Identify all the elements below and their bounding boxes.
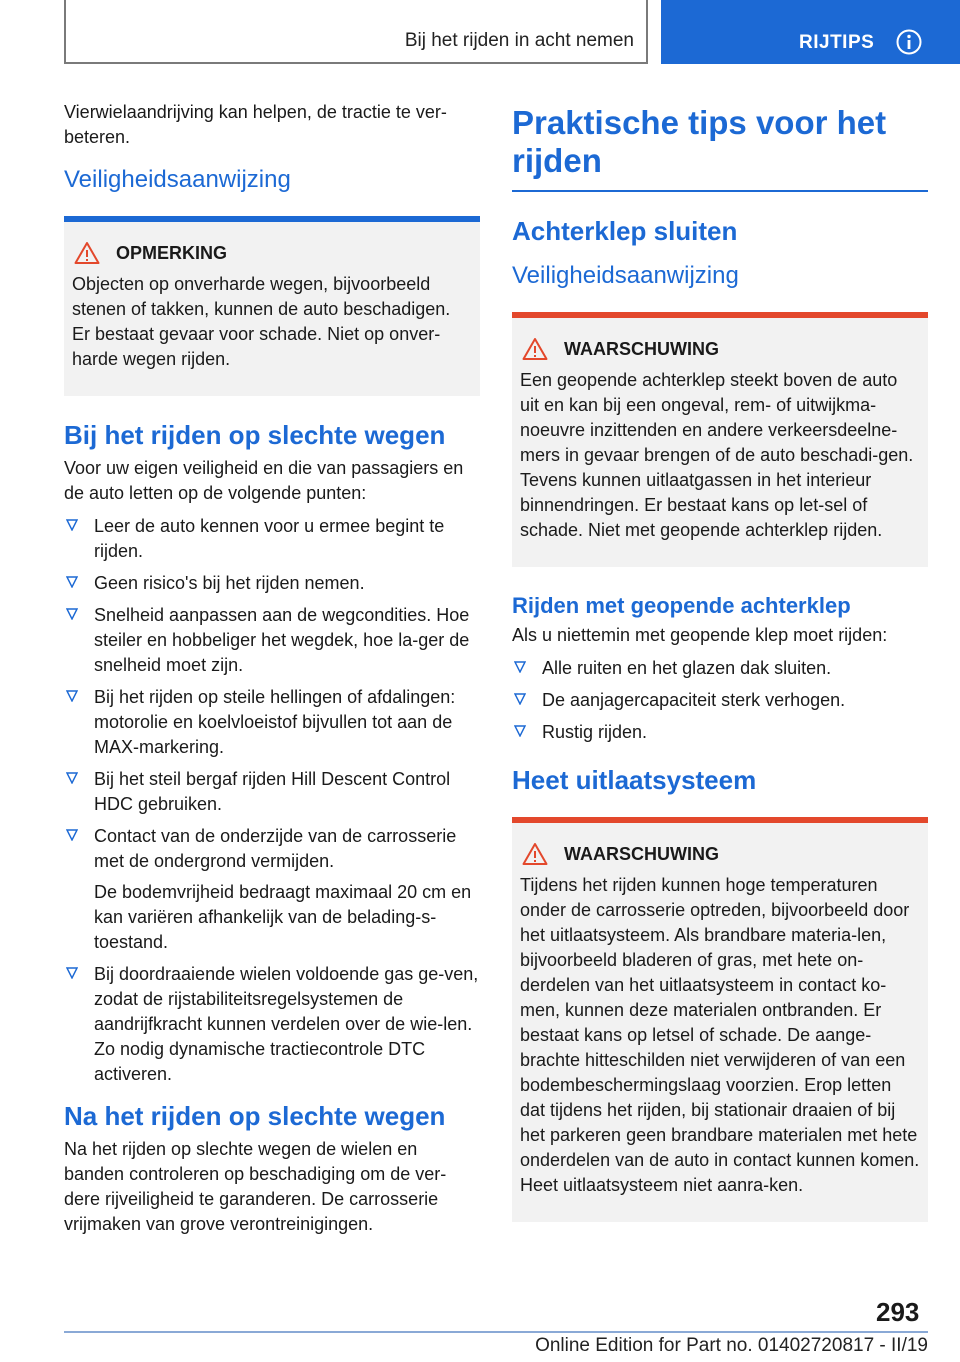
ground-clearance-note: De bodemvrijheid bedraagt maximaal 20 cm en kan variëren afhankelijk van de belading‐s-toestand. [94, 882, 472, 952]
warning-text: Tijdens het rijden kunnen hoge temperaturen onder de carrosserie optreden, bijvoorbeeld door het uitlaatsysteem. Als brandbare materia‐len, bijvoorbeeld bladeren of gras, met hete on‐derdelen van het uitlaatsysteem in contact ko‐men, kunnen deze materialen ontbranden. Er bestaat kans op letsel of schade. De aange‐brachte hitteschilden niet verwijderen of van een bodembeschermingslaag voorzien. Erop letten dat tijdens het rijden, bij stationair draaien of bij het parkeren geen brandbare materialen met hete onderdelen van de auto in contact kunnen komen. Heet uitlaatsysteem niet aanra‐ken. [520, 875, 920, 1195]
after-bad-roads-text: Na het rijden op slechte wegen de wielen en banden controleren op beschadiging om de ver‐dere rijveiligheid te garanderen. De carrosserie vrijmaken van grove verontreinigingen. [64, 1139, 447, 1234]
list-item: Contact van de onderzijde van de carrosserie met de ondergrond vermijden. De bodemvrijheid bedraagt maximaal 20 cm en kan variëren afhankelijk van de belading‐s-toestand. [64, 824, 480, 955]
right-column [512, 100, 928, 1222]
list-item: Leer de auto kennen voor u ermee begint te rijden. [64, 514, 480, 564]
list-item: Rustig rijden. [512, 720, 928, 745]
warning-header [520, 336, 920, 362]
list-item: Bij doordraaiende wielen voldoende gas ge‐ven, zodat de rijstabiliteitsregelsystemen de aandrijfkracht kunnen verdelen over de wie‐len. Zo nodig dynamische tractiecontrole DTC activeren. [64, 962, 480, 1087]
notice-box [64, 216, 480, 396]
triangle-bullet-icon [66, 576, 78, 588]
triangle-bullet-icon [66, 690, 78, 702]
list-item: Snelheid aanpassen aan de wegcondities. Hoe steiler en hobbeliger het wegdek, hoe la‐ger de snelheid moet zijn. [64, 603, 480, 678]
left-column [64, 100, 480, 1237]
warning-triangle-icon [74, 241, 100, 265]
tailgate-warning-box [512, 312, 928, 567]
list-item: De aanjagercapaciteit sterk verhogen. [512, 688, 928, 713]
warning-triangle-icon [522, 842, 548, 866]
info-circle-icon[interactable] [896, 29, 922, 55]
bad-roads-intro: Voor uw eigen veiligheid en die van passagiers en de auto letten op de volgende punten: [64, 458, 464, 503]
tailgate-safety-heading: Veiligheidsaanwijzing [512, 262, 739, 289]
bad-roads-heading: Bij het rijden op slechte wegen [64, 420, 446, 450]
warning-header [520, 841, 920, 867]
footer-edition [535, 1335, 928, 1357]
exhaust-warning-box [512, 817, 928, 1222]
safety-heading: Veiligheidsaanwijzing [64, 166, 291, 193]
triangle-bullet-icon [66, 519, 78, 531]
list-item: Bij het steil bergaf rijden Hill Descent Control HDC gebruiken. [64, 767, 480, 817]
header-section-title: Bij het rijden in acht nemen [404, 30, 634, 51]
warning-text: Een geopende achterklep steekt boven de auto uit en kan bij een ongeval, rem- of uitwijkma‐noeuvre inzittenden en andere verkeersdeelne‐mers in gevaar brengen of de auto beschadi‐gen. Tevens kunnen uitlaatgassen in het interieur binnendringen. Er bestaat kans op let‐sel of schade. Niet met geopende achterklep rijden. [520, 370, 914, 540]
header-section-tab [64, 0, 648, 64]
page-number: 293 [876, 1297, 920, 1327]
triangle-bullet-icon [66, 967, 78, 979]
after-bad-roads-heading: Na het rijden op slechte wegen [64, 1101, 446, 1131]
exhaust-heading: Heet uitlaatsysteem [512, 765, 757, 795]
list-item: Bij het rijden op steile hellingen of afdalingen: motorolie en koelvloeistof bijvullen tot aan de MAX-markering. [64, 685, 480, 760]
warning-label: WAARSCHUWING [564, 843, 719, 864]
triangle-bullet-icon [66, 608, 78, 620]
intro-paragraph: Vierwielaandrijving kan helpen, de tractie te ver‐beteren. [64, 102, 447, 147]
warning-triangle-icon [522, 337, 548, 361]
footer-rule [64, 1331, 928, 1333]
footer-edition-text: Online Edition for Part no. 01402720817 - II/19 [535, 1335, 928, 1356]
triangle-bullet-icon [66, 772, 78, 784]
open-tailgate-intro: Als u niettemin met geopende klep moet rijden: [512, 625, 888, 645]
warning-label: WAARSCHUWING [564, 338, 719, 359]
list-item: Alle ruiten en het glazen dak sluiten. [512, 656, 928, 681]
open-tailgate-list [512, 656, 928, 745]
main-heading: Praktische tips voor het rijden [512, 104, 887, 179]
main-heading-rule [512, 190, 928, 192]
triangle-bullet-icon [514, 725, 526, 737]
notice-label: OPMERKING [116, 242, 228, 263]
tailgate-heading: Achterklep sluiten [512, 216, 738, 246]
triangle-bullet-icon [514, 661, 526, 673]
notice-text: Objecten op onverharde wegen, bijvoorbeeld stenen of takken, kunnen de auto beschadigen. Er bestaat gevaar voor schade. Niet op onver‐harde wegen rijden. [72, 274, 451, 369]
triangle-bullet-icon [514, 693, 526, 705]
bad-roads-list [64, 514, 480, 1087]
triangle-bullet-icon [66, 829, 78, 841]
header-chapter-title: RIJTIPS [799, 32, 875, 53]
open-tailgate-heading: Rijden met geopende achterklep [512, 593, 851, 618]
list-item: Geen risico's bij het rijden nemen. [64, 571, 480, 596]
notice-header [72, 240, 472, 266]
